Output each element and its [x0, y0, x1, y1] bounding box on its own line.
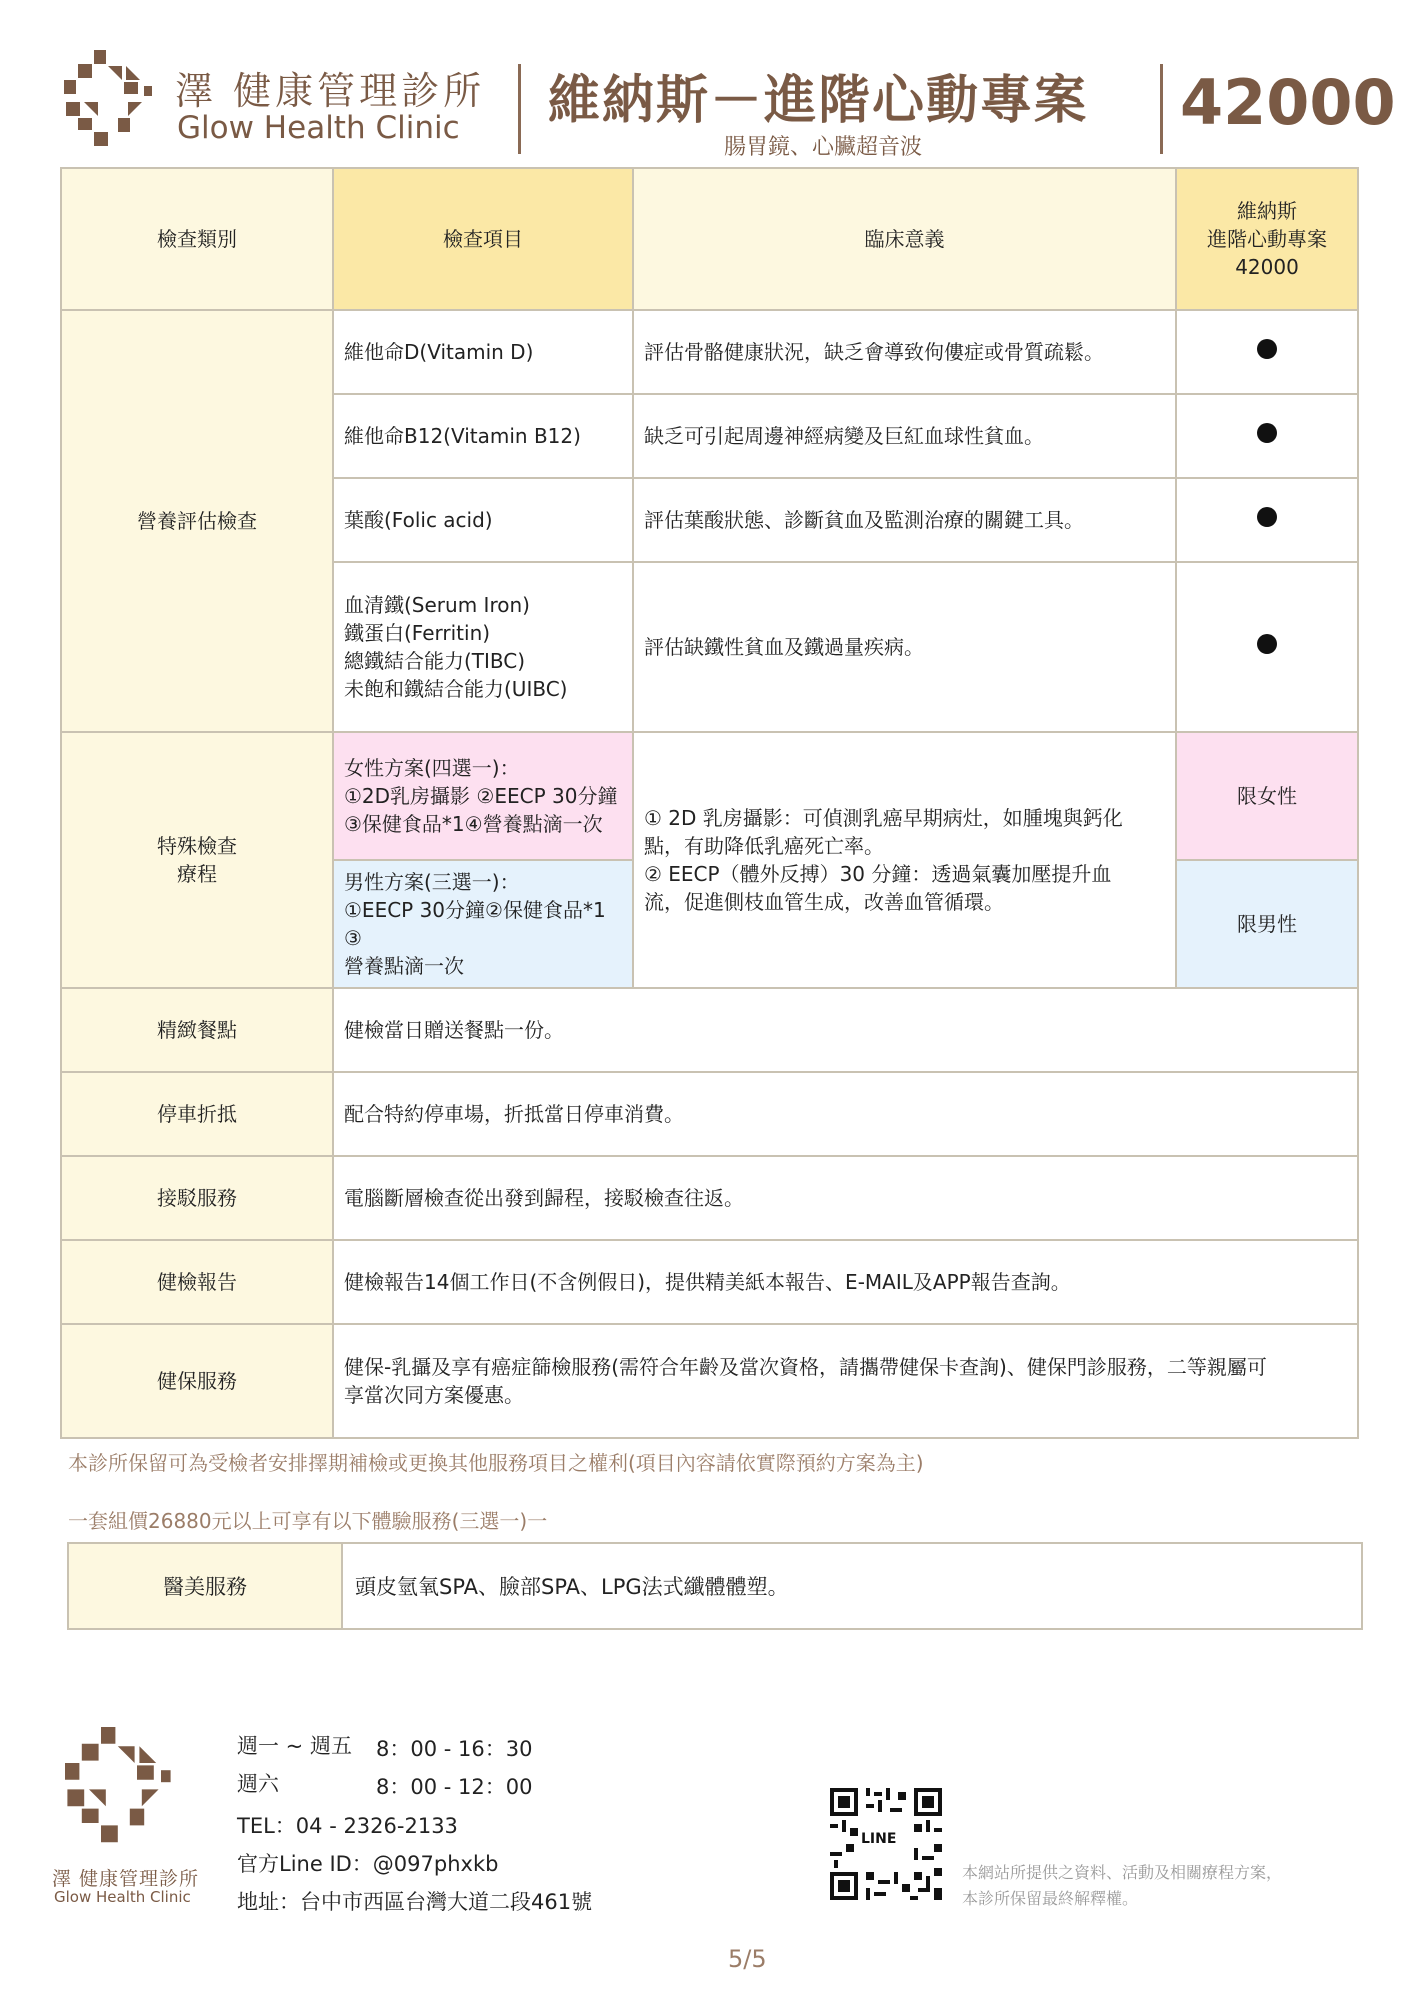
service-text: 健檢報告14個工作日(不含例假日)，提供精美紙本報告、E-MAIL及APP報告查詢。 — [333, 1240, 1358, 1324]
included-dot-icon — [1257, 339, 1277, 359]
category-aesthetic: 醫美服務 — [68, 1543, 342, 1629]
exam-item: 維他命B12(Vitamin B12) — [333, 394, 633, 478]
exam-table — [60, 167, 1359, 1439]
special-meaning-line: 流，促進側枝血管生成，改善血管循環。 — [644, 890, 1004, 914]
table-row — [61, 1156, 1358, 1240]
address: 地址：台中市西區台灣大道二段461號 — [237, 1890, 593, 1914]
footer-logo — [60, 1727, 178, 1847]
clinical-meaning: 評估骨骼健康狀況，缺乏會導致佝僂症或骨質疏鬆。 — [633, 310, 1176, 394]
qr-line-label: LINE — [861, 1831, 897, 1847]
category-insurance: 健保服務 — [61, 1324, 333, 1438]
footer-clinic-en: Glow Health Clinic — [54, 1888, 191, 1906]
header-plan-line: 維納斯 — [1237, 199, 1297, 223]
clinic-name-en: Glow Health Clinic — [177, 110, 460, 146]
weekday-label: 週一 ~ 週五 — [237, 1734, 352, 1758]
included-dot-icon — [1257, 507, 1277, 527]
included-dot-icon — [1257, 423, 1277, 443]
male-only-badge: 限男性 — [1176, 860, 1358, 988]
category-shuttle: 接駁服務 — [61, 1156, 333, 1240]
exam-item-line: 總鐵結合能力(TIBC) — [344, 649, 526, 673]
phone-number[interactable]: TEL：04 - 2326-2133 — [237, 1814, 458, 1838]
table-header-row — [61, 168, 1358, 310]
male-plan — [333, 860, 633, 988]
table-row — [61, 1072, 1358, 1156]
exam-item-line: 未飽和鐵結合能力(UIBC) — [344, 677, 568, 701]
clinic-name-zh: 澤 健康管理診所 — [175, 69, 486, 113]
saturday-label: 週六 — [237, 1772, 279, 1796]
plan-price: 42000 — [1180, 66, 1396, 139]
page-number: 5/5 — [728, 1945, 767, 1973]
category-meal: 精緻餐點 — [61, 988, 333, 1072]
special-meaning — [633, 732, 1176, 988]
male-plan-line: ①EECP 30分鐘②保健食品*1 ③ — [344, 898, 606, 950]
table-row — [61, 1240, 1358, 1324]
saturday-hours: 8：00 - 12：00 — [376, 1775, 533, 1799]
clinical-meaning: 缺乏可引起周邊神經病變及巨紅血球性貧血。 — [633, 394, 1176, 478]
aesthetic-table — [67, 1542, 1363, 1630]
included-mark — [1176, 394, 1358, 478]
insurance-line: 享當次同方案優惠。 — [344, 1383, 524, 1407]
clinical-meaning: 評估缺鐵性貧血及鐵過量疾病。 — [633, 562, 1176, 732]
plan-title: 維納斯－進階心動專案 — [548, 71, 1089, 131]
special-meaning-line: 點，有助降低乳癌死亡率。 — [644, 834, 884, 858]
line-id[interactable]: 官方Line ID：@097phxkb — [237, 1852, 499, 1876]
header-divider — [1160, 64, 1163, 154]
female-plan-line: ①2D乳房攝影 ②EECP 30分鐘 — [344, 784, 618, 808]
female-only-badge: 限女性 — [1176, 732, 1358, 860]
exam-item: 葉酸(Folic acid) — [333, 478, 633, 562]
category-line: 療程 — [177, 862, 217, 886]
exam-item-iron — [333, 562, 633, 732]
table-row — [61, 988, 1358, 1072]
header-meaning: 臨床意義 — [633, 168, 1176, 310]
male-plan-line: 男性方案(三選一)： — [344, 870, 520, 894]
category-line: 特殊檢查 — [157, 834, 237, 858]
category-special — [61, 732, 333, 988]
disclaimer-line: 本診所保留最終解釋權。 — [962, 1889, 1139, 1908]
included-mark — [1176, 478, 1358, 562]
table-row — [61, 1324, 1358, 1438]
female-plan — [333, 732, 633, 860]
header-plan-line: 42000 — [1235, 255, 1299, 279]
header-item: 檢查項目 — [333, 168, 633, 310]
header-plan-line: 進階心動專案 — [1207, 227, 1327, 251]
aesthetic-text: 頭皮氫氧SPA、臉部SPA、LPG法式纖體體塑。 — [342, 1543, 1362, 1629]
table-row — [68, 1543, 1362, 1629]
female-plan-line: 女性方案(四選一)： — [344, 756, 520, 780]
category-nutrition: 營養評估檢查 — [61, 310, 333, 732]
header-divider — [518, 64, 521, 154]
exam-item: 維他命D(Vitamin D) — [333, 310, 633, 394]
female-plan-line: ③保健食品*1④營養點滴一次 — [344, 812, 603, 836]
included-dot-icon — [1257, 634, 1277, 654]
service-text: 配合特約停車場，折抵當日停車消費。 — [333, 1072, 1358, 1156]
category-parking: 停車折抵 — [61, 1072, 333, 1156]
special-meaning-line: ② EECP（體外反搏）30 分鐘：透過氣囊加壓提升血 — [644, 862, 1112, 886]
table-row — [61, 732, 1358, 860]
clinic-logo — [64, 50, 154, 150]
special-meaning-line: ① 2D 乳房攝影：可偵測乳癌早期病灶，如腫塊與鈣化 — [644, 806, 1123, 830]
service-text: 健檢當日贈送餐點一份。 — [333, 988, 1358, 1072]
exam-item-line: 鐵蛋白(Ferritin) — [344, 621, 491, 645]
disclaimer-line: 本網站所提供之資料、活動及相關療程方案， — [962, 1863, 1283, 1882]
included-mark — [1176, 562, 1358, 732]
header-plan — [1176, 168, 1358, 310]
male-plan-line: 營養點滴一次 — [344, 954, 464, 978]
footer-clinic-zh: 澤 健康管理診所 — [52, 1868, 200, 1890]
service-text: 電腦斷層檢查從出發到歸程，接駁檢查往返。 — [333, 1156, 1358, 1240]
header-category: 檢查類別 — [61, 168, 333, 310]
plan-subtitle: 腸胃鏡、心臟超音波 — [724, 135, 923, 160]
bundle-note: 一套組價26880元以上可享有以下體驗服務(三選一)一 — [68, 1509, 548, 1533]
category-report: 健檢報告 — [61, 1240, 333, 1324]
reserve-note: 本診所保留可為受檢者安排擇期補檢或更換其他服務項目之權利(項目內容請依實際預約方案為主) — [68, 1451, 924, 1475]
weekday-hours: 8：00 - 16：30 — [376, 1737, 533, 1761]
included-mark — [1176, 310, 1358, 394]
clinical-meaning: 評估葉酸狀態、診斷貧血及監測治療的關鍵工具。 — [633, 478, 1176, 562]
exam-item-line: 血清鐵(Serum Iron) — [344, 593, 530, 617]
insurance-text — [333, 1324, 1358, 1438]
table-row — [61, 310, 1358, 394]
insurance-line: 健保-乳攝及享有癌症篩檢服務(需符合年齡及當次資格，請攜帶健保卡查詢)、健保門診服務，二等親屬可 — [344, 1355, 1267, 1379]
